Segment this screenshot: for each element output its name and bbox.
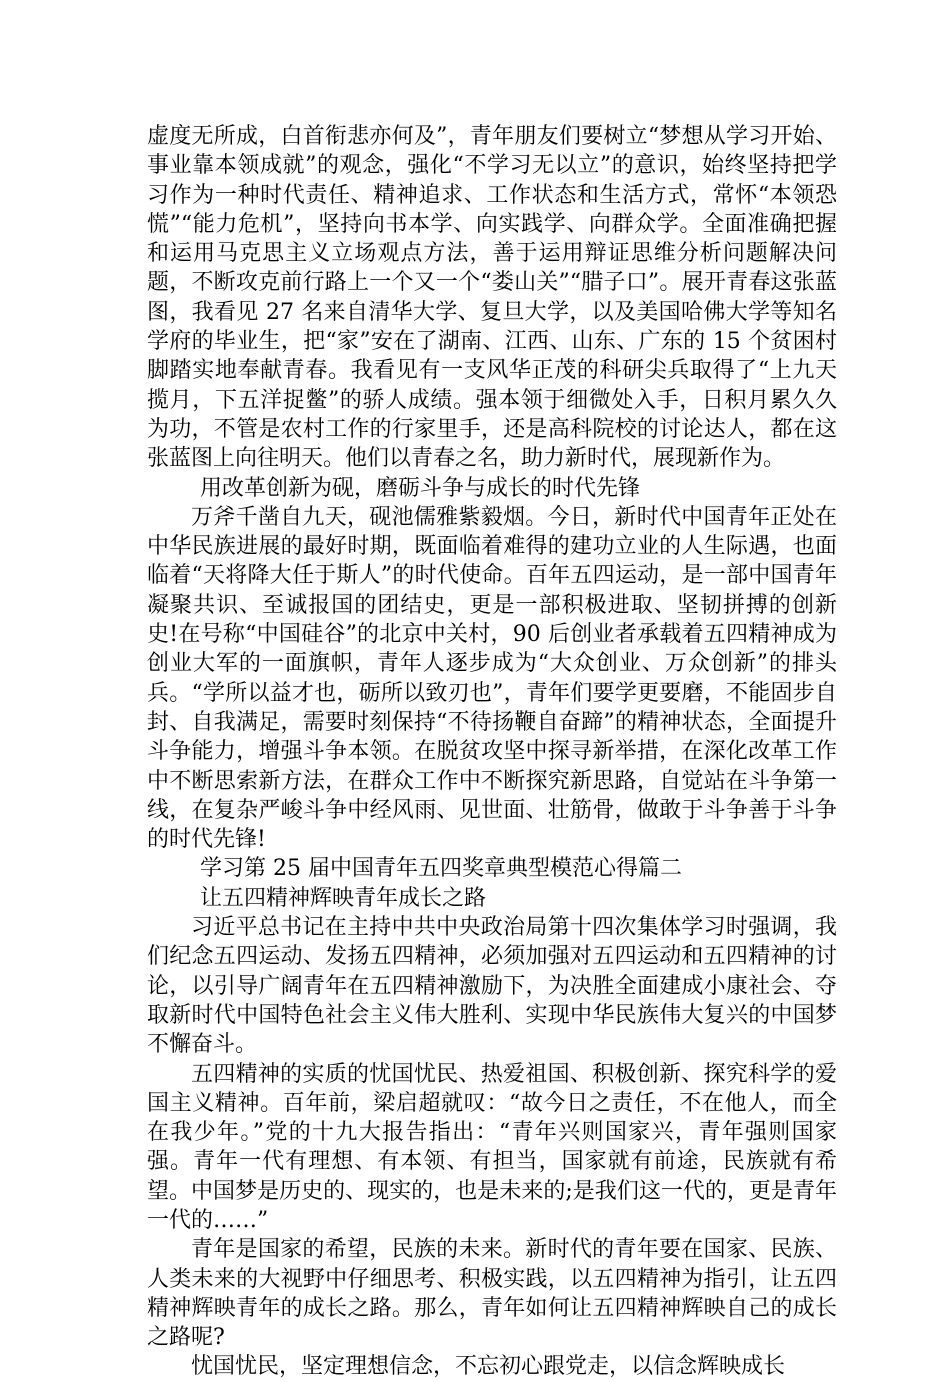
section-heading: 学习第 25 届中国青年五四奖章典型模范心得篇二 (200, 856, 682, 882)
paragraph: 习近平总书记在主持中共中央政治局第十四次集体学习时强调，我们纪念五四运动、发扬五四精神，必须加强对五四运动和五四精神的讨论，以引导广阔青年在五四精神激励下，为决胜全面建成小康社会、夺取新时代中国特色社会主义伟大胜利、实现中华民族伟大复兴的中国梦不懈奋斗。 (147, 915, 837, 1058)
paragraph-continued: 虚度无所成，白首衔悲亦何及”，青年朋友们要树立“梦想从学习开始、事业靠本领成就”的观念，强化“不学习无以立”的意识，始终坚持把学习作为一种时代责任、精神追求、工作状态和生活方式，常怀“本领恐慌”“能力危机”，坚持向书本学、向实践学、向群众学。全面准确把握和运用马克思主义立场观点方法，善于运用辩证思维分析问题解决问题，不断攻克前行路上一个又一个“娄山关”“腊子口”。展开青春这张蓝图，我看见 27 名来自清华大学、复旦大学，以及美国哈佛大学等知名学府的毕业生，把“家”安在了湖南、江西、山东、广东的 15 个贫困村脚踏实地奉献青春。我看见有一支风华正茂的科研尖兵取得了“上九天揽月，下五洋捉鳖”的骄人成绩。强本领于细微处入手，日积月累久久为功，不管是农村工作的行家里手，还是高科院校的讨论达人，都在这张蓝图上向往明天。他们以青春之名，助力新时代，展现新作为。 (147, 124, 837, 472)
paragraph: 五四精神的实质的忧国忧民、热爱祖国、积极创新、探究科学的爱国主义精神。百年前，梁启超就叹：“故今日之责任，不在他人，而全在我少年。”党的十九大报告指出：“青年兴则国家兴，青年强则国家强。青年一代有理想、有本领、有担当，国家就有前途，民族就有希望。中国梦是历史的、现实的，也是未来的;是我们这一代的，更是青年一代的……” (147, 1061, 837, 1233)
document-body (147, 122, 837, 1382)
paragraph: 忧国忧民，坚定理想信念，不忘初心跟党走，以信念辉映成长 (191, 1354, 786, 1380)
section-heading: 用改革创新为砚，磨砺斗争与成长的时代先锋 (200, 475, 641, 501)
section-heading: 让五四精神辉映青年成长之路 (200, 885, 487, 911)
paragraph: 万斧千凿自九天，砚池儒雅紫毅烟。今日，新时代中国青年正处在中华民族进展的最好时期，既面临着难得的建功立业的人生际遇，也面临着“天将降大任于斯人”的时代使命。百年五四运动，是一部中国青年凝聚共识、至诚报国的团结史，更是一部积极进取、坚韧拼搏的创新史!在号称“中国硅谷”的北京中关村，90 后创业者承载着五四精神成为创业大军的一面旗帜，青年人逐步成为“大众创业、万众创新”的排头兵。“学所以益才也，砺所以致刃也”，青年们要学更要磨，不能固步自封、自我满足，需要时刻保持“不待扬鞭自奋蹄”的精神状态，全面提升斗争能力，增强斗争本领。在脱贫攻坚中探寻新举措，在深化改革工作中不断思索新方法，在群众工作中不断探究新思路，自觉站在斗争第一线，在复杂严峻斗争中经风雨、见世面、壮筋骨，做敢于斗争善于斗争的时代先锋! (147, 504, 837, 853)
paragraph: 青年是国家的希望，民族的未来。新时代的青年要在国家、民族、人类未来的大视野中仔细思考、积极实践，以五四精神为指引，让五四精神辉映青年的成长之路。那么，青年如何让五四精神辉映自己的成长之路呢? (147, 1237, 837, 1351)
